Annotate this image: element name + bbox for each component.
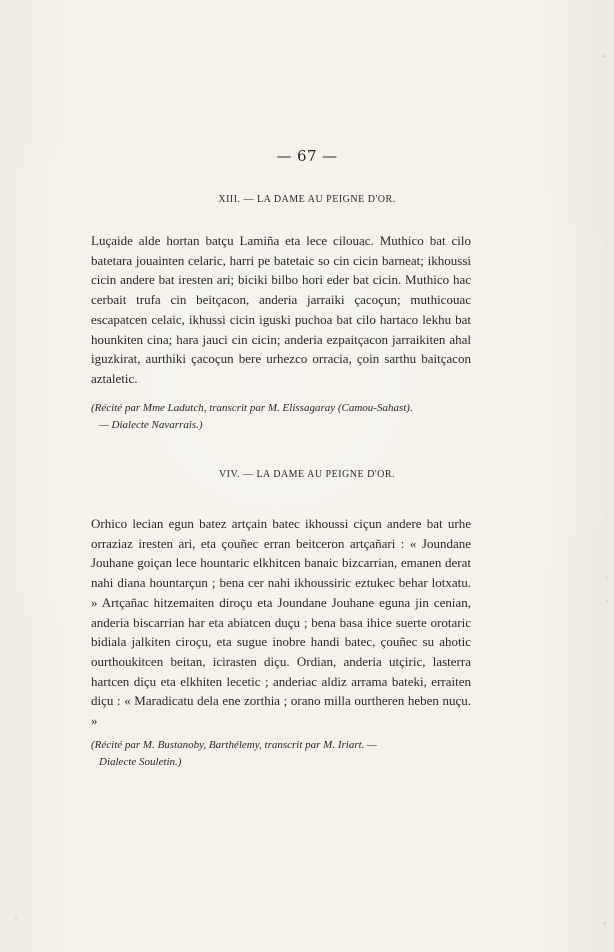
story-text-13 <box>91 231 471 389</box>
section-heading-13: XIII. — LA DAME AU PEIGNE D'OR. <box>218 194 396 205</box>
source-note-14-line-1: (Récité par M. Bustanoby, Barthélemy, transcrit par M. Iriart. — <box>91 739 377 751</box>
story-paragraph-13: Luçaide alde hortan batçu Lamiña eta lece cilouac. Muthico bat cilo batetara jouainten celaric, harri pe batetaic so cin cicin barneat; ikhoussi cicin andere bat iresten ari; biciki bilbo hori eder bat cicin. Muthico hac cerbait trufa cin beitçacon, anderia jarraiki çacoçun; muthicouac escapatcen celaic, ikhussi cicin iguski puchoa bat cilo hartaco lekhu bat hounkiten cina; hara jauci cin cicin; anderia ezpaitçacon jarraikiten ahal iguzkirat, aurthiki çacoçun bere urhezco orracia, çoin sarthu baitçacon aztaletic. <box>91 233 471 386</box>
section-heading-14: VIV. — LA DAME AU PEIGNE D'OR. <box>218 469 396 480</box>
source-note-13 <box>91 400 473 434</box>
paper-speck <box>15 918 17 920</box>
story-paragraph-14: Orhico lecian egun batez artçain batec ikhoussi ciçun andere bat urhe orraziaz iresten ari, eta çouñec erran beitceron artçañari : « Joundane Jouhane goiçan lece hountaric elkhitcen banaic bizcarrian, emanen derat nahi diana hountarçun ; bena cer nahi ikhoussiric eztukec behar lotxatu. » Artçañac hitzemaiten diroçu eta Joundane Jouhane eguna jin cenian, anderia biscarrian har eta abiatcen duçu ; bena basa ihice suerte orotaric bidiala jalkiten ciroçu, eta sugue inobre handi batec, çouñec su ahotic ourthoukitcen beitan, icirasten diçu. Ordian, anderia utçiric, lasterra hartcen diçu eta elkhiten lecetic ; anderiac aldiz arrama bateki, erraiten diçu : « Maradicatu dela ene zorthia ; orano milla ourtheren heben nuçu. » <box>91 516 471 729</box>
page-number: — 67 — <box>276 147 338 165</box>
paper-speck <box>606 577 608 579</box>
story-text-14 <box>91 514 471 731</box>
paper-speck <box>603 922 606 925</box>
source-note-14 <box>91 737 473 771</box>
paper-speck <box>602 55 605 58</box>
source-note-14-line-2: Dialecte Souletin.) <box>99 756 182 768</box>
paper-speck <box>606 600 608 602</box>
source-note-13-line-1: (Récité par Mme Ladutch, transcrit par M. Elissagaray (Camou-Sahast). <box>91 402 413 414</box>
source-note-13-line-2: — Dialecte Navarrais.) <box>99 419 203 431</box>
